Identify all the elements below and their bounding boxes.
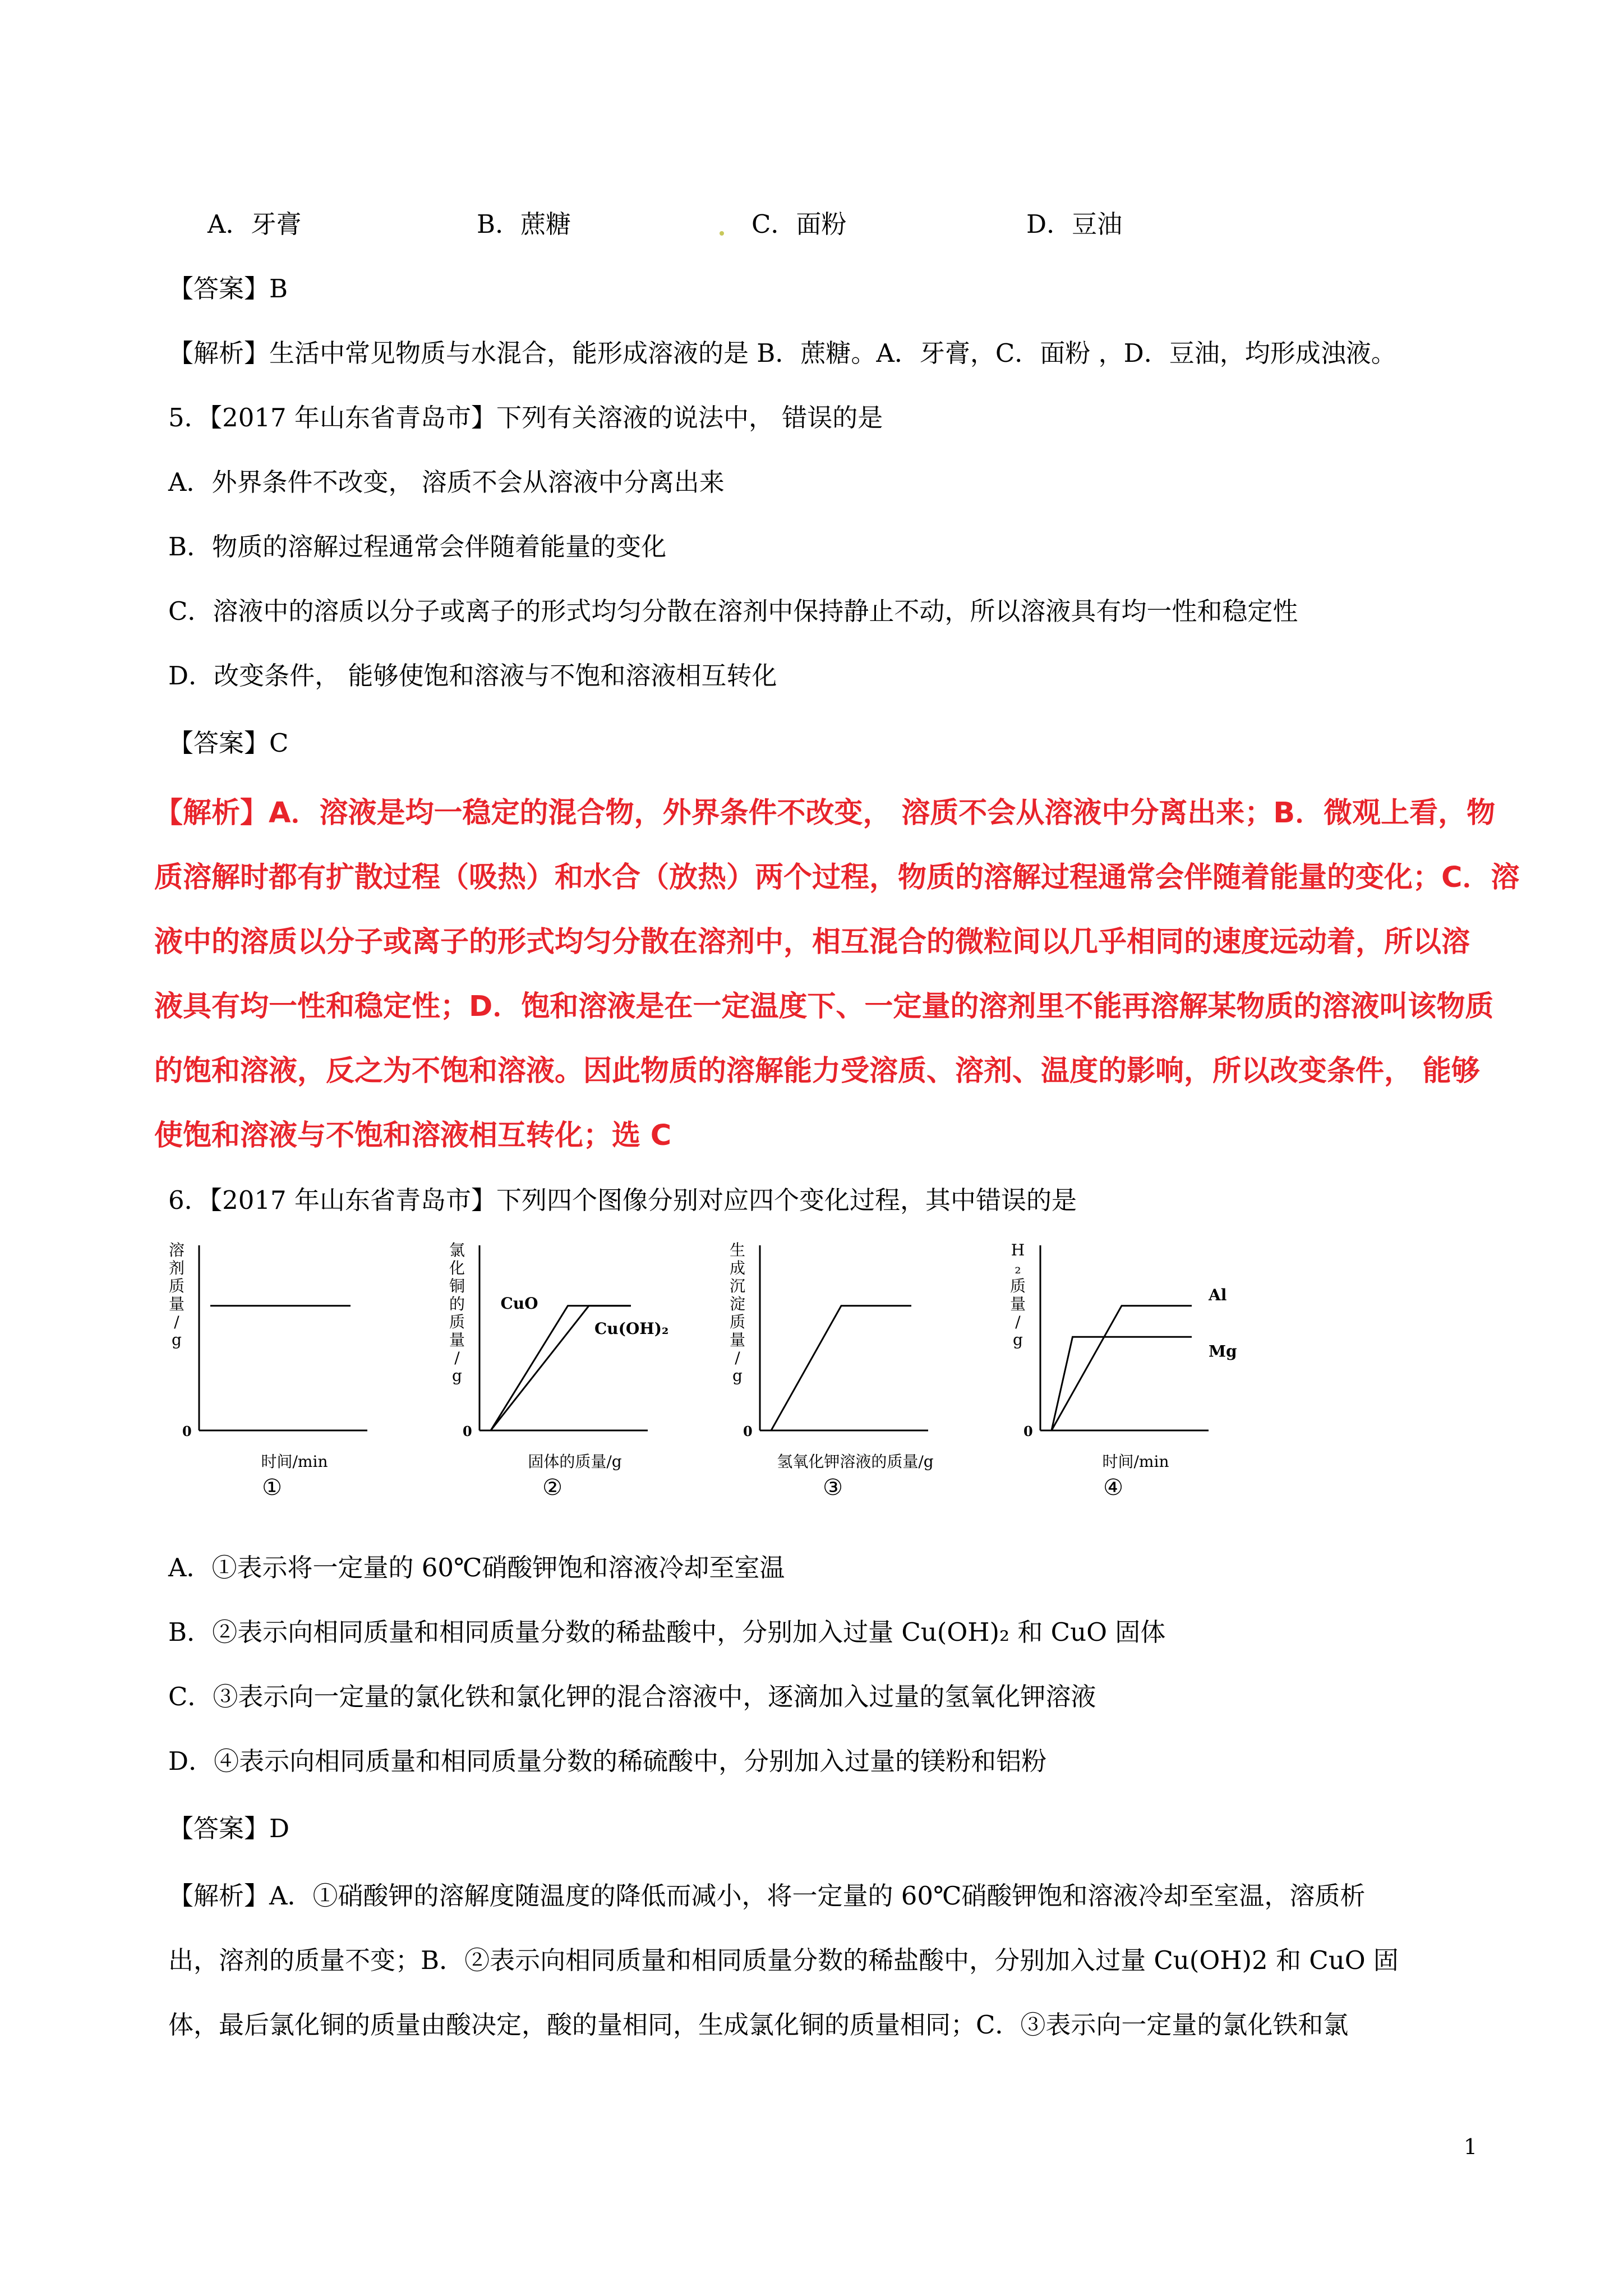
y-axis-label-char: 量 (729, 1331, 746, 1349)
y-axis-label-char: 剂 (168, 1259, 185, 1277)
y-axis-label-char: 铜 (449, 1277, 465, 1295)
origin-label: 0 (743, 1423, 753, 1439)
chart-caption: ④ (1103, 1475, 1123, 1501)
q6-option-d: D．④表示向相同质量和相同质量分数的稀硫酸中，分别加入过量的镁粉和铝粉 (168, 1746, 1047, 1776)
series-label: Cu(OH)₂ (594, 1319, 669, 1338)
chart-4 (1010, 1241, 1237, 1501)
series-line (1052, 1306, 1192, 1430)
series-label: Mg (1209, 1342, 1237, 1361)
q4-option-a: A．牙膏 (208, 209, 302, 239)
x-axis-label: 时间/min (261, 1452, 328, 1471)
y-axis-label-char: / (735, 1349, 740, 1367)
q6-chart-figure (165, 1234, 1265, 1537)
x-axis-label: 固体的质量/g (528, 1452, 622, 1471)
q5-analysis-line-6: 使饱和溶液与不饱和溶液相互转化；选 C (154, 1119, 672, 1152)
y-axis-label-char: 的 (449, 1295, 465, 1313)
q5-option-b: B．物质的溶解过程通常会伴随着能量的变化 (168, 532, 667, 562)
q6-option-b: B．②表示向相同质量和相同质量分数的稀盐酸中，分别加入过量 Cu(OH)₂ 和 CuO 固体 (168, 1617, 1166, 1647)
y-axis-label-char: 量 (1009, 1295, 1026, 1313)
q4-option-b: B．蔗糖 (477, 209, 571, 239)
y-axis-label-char: 质 (1009, 1277, 1026, 1295)
q6-answer: 【答案】D (168, 1814, 290, 1843)
series-label: CuO (500, 1294, 538, 1313)
chart-caption: ③ (823, 1475, 843, 1501)
decorative-dot (720, 231, 724, 236)
q6-analysis-line-1: 【解析】A．①硝酸钾的溶解度随温度的降低而减小，将一定量的 60℃硝酸钾饱和溶液冷却至室温，溶质析 (168, 1881, 1366, 1911)
y-axis-label-char: / (1015, 1313, 1021, 1331)
y-axis-label-char: g (1013, 1331, 1023, 1349)
y-axis-label-char: H (1011, 1241, 1025, 1259)
origin-label: 0 (463, 1423, 472, 1439)
x-axis-label: 时间/min (1102, 1452, 1169, 1471)
q5-analysis-line-2: 质溶解时都有扩散过程（吸热）和水合（放热）两个过程，物质的溶解过程通常会伴随着能量的变化；C．溶 (154, 861, 1520, 894)
y-axis-label-char: g (452, 1366, 462, 1385)
q6-charts (165, 1234, 1265, 1537)
y-axis-label-char: 生 (729, 1241, 746, 1259)
chart-caption: ① (262, 1475, 282, 1501)
y-axis-label-char: / (174, 1313, 179, 1331)
y-axis-label-char: 量 (168, 1295, 185, 1313)
q6-option-c: C．③表示向一定量的氯化铁和氯化钾的混合溶液中，逐滴加入过量的氢氧化钾溶液 (168, 1682, 1096, 1711)
chart-2 (449, 1241, 668, 1501)
y-axis-label-char: g (172, 1331, 182, 1349)
y-axis-label-char: ₂ (1015, 1259, 1021, 1277)
series-line (1052, 1337, 1192, 1430)
y-axis-label-char: 量 (449, 1331, 465, 1349)
origin-label: 0 (182, 1423, 192, 1439)
q5-analysis-line-5: 的饱和溶液，反之为不饱和溶液。因此物质的溶解能力受溶质、溶剂、温度的影响，所以改变条件， 能够 (154, 1055, 1480, 1088)
chart-1 (169, 1241, 367, 1501)
y-axis-label-char: 氯 (449, 1241, 465, 1259)
y-axis-label-char: 溶 (168, 1241, 185, 1259)
y-axis-label-char: / (454, 1349, 460, 1367)
y-axis-label-char: 淀 (729, 1295, 746, 1313)
y-axis-label-char: 质 (729, 1313, 746, 1331)
q4-option-c: C．面粉 (751, 209, 847, 239)
y-axis-label-char: g (732, 1366, 743, 1385)
y-axis-label-char: 沉 (729, 1277, 746, 1295)
y-axis-label-char: 成 (729, 1259, 746, 1277)
q5-analysis-line-3: 液中的溶质以分子或离子的形式均匀分散在溶剂中，相互混合的微粒间以几乎相同的速度远动着，所以溶 (154, 926, 1470, 959)
q4-option-d: D．豆油 (1026, 209, 1123, 239)
q5-option-a: A．外界条件不改变， 溶质不会从溶液中分离出来 (168, 467, 725, 497)
q6-analysis-line-2: 出，溶剂的质量不变；B．②表示向相同质量和相同质量分数的稀盐酸中，分别加入过量 Cu(OH)2 和 CuO 固 (168, 1945, 1399, 1975)
y-axis-label-char: 化 (449, 1259, 465, 1277)
q4-analysis: 【解析】生活中常见物质与水混合，能形成溶液的是 B．蔗糖。A．牙膏，C．面粉 ，D．豆油，均形成浊液。 (168, 338, 1396, 368)
q6-analysis-line-3: 体，最后氯化铜的质量由酸决定，酸的量相同，生成氯化铜的质量相同；C．③表示向一定量的氯化铁和氯 (168, 2010, 1349, 2040)
origin-label: 0 (1023, 1423, 1033, 1439)
chart-caption: ② (542, 1475, 562, 1501)
q5-analysis-line-1: 【解析】A．溶液是均一稳定的混合物，外界条件不改变， 溶质不会从溶液中分离出来；B．微观上看，物 (154, 797, 1496, 830)
q5-answer: 【答案】C (168, 728, 289, 758)
q6-stem: 6．【2017 年山东省青岛市】下列四个图像分别对应四个变化过程，其中错误的是 (168, 1185, 1077, 1215)
q6-option-a: A．①表示将一定量的 60℃硝酸钾饱和溶液冷却至室温 (168, 1553, 785, 1582)
q5-option-d: D．改变条件， 能够使饱和溶液与不饱和溶液相互转化 (168, 661, 777, 691)
q5-option-c: C．溶液中的溶质以分子或离子的形式均匀分散在溶剂中保持静止不动，所以溶液具有均一性和稳定性 (168, 596, 1298, 626)
q5-analysis-line-4: 液具有均一性和稳定性；D．饱和溶液是在一定温度下、一定量的溶剂里不能再溶解某物质的溶液叫该物质 (154, 990, 1494, 1023)
x-axis-label: 氢氧化钾溶液的质量/g (777, 1452, 934, 1471)
q5-stem: 5．【2017 年山东省青岛市】下列有关溶液的说法中， 错误的是 (168, 403, 883, 432)
page-number: 1 (1463, 2134, 1477, 2159)
chart-3 (730, 1241, 934, 1501)
y-axis-label-char: 质 (449, 1313, 465, 1331)
q4-answer: 【答案】B (168, 274, 288, 303)
y-axis-label-char: 质 (168, 1277, 185, 1295)
series-label: Al (1209, 1285, 1227, 1304)
series-line (771, 1306, 911, 1430)
